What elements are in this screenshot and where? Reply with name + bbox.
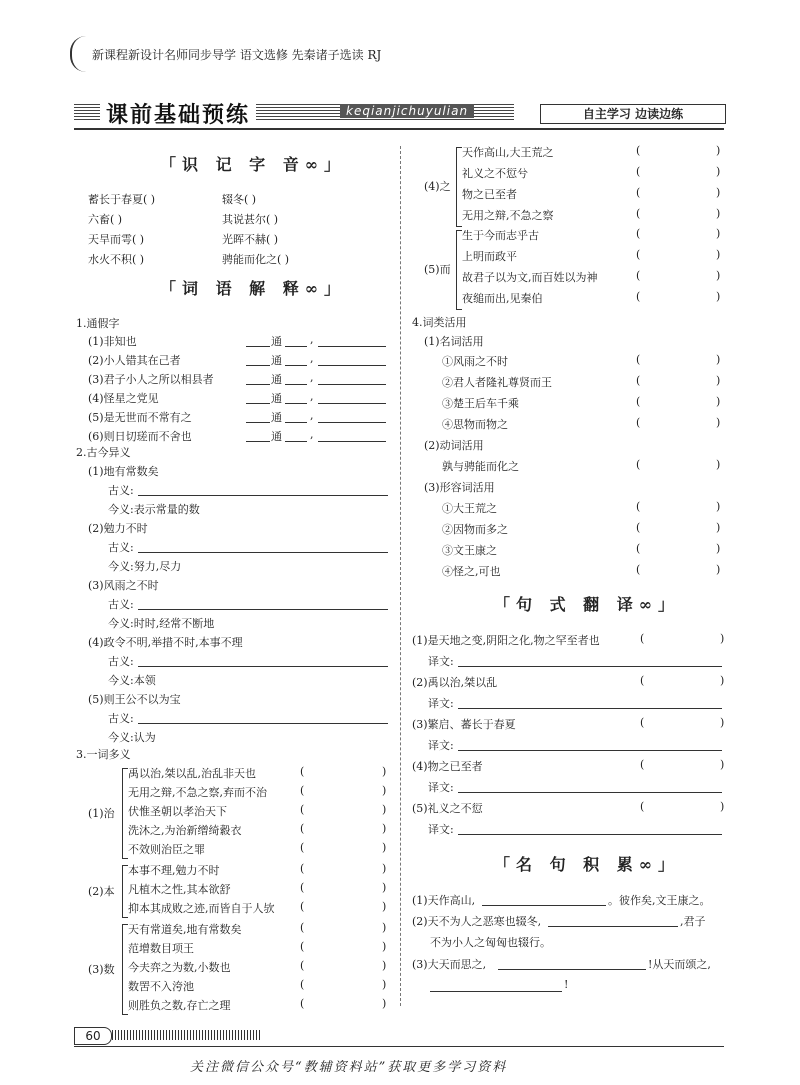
jinyi-text: 今义:认为 — [108, 731, 156, 744]
zishi-item: 其说甚尔( ) — [222, 213, 279, 226]
duoyi-item: 数罟不入洿池 — [128, 980, 194, 993]
tong-label: 通 — [271, 430, 282, 443]
answer-paren-open: ( — [640, 758, 645, 771]
duoyi-item: 夜缒而出,见秦伯 — [462, 292, 543, 305]
answer-paren-open: ( — [300, 765, 305, 778]
answer-paren-close: ) — [720, 716, 725, 729]
answer-paren-close: ) — [716, 353, 721, 366]
answer-paren-open: ( — [640, 800, 645, 813]
banner-rule — [74, 128, 724, 130]
tongjia-item: (4)怪星之党见 — [88, 392, 159, 405]
answer-paren-open: ( — [636, 207, 641, 220]
answer-paren-close: ) — [716, 144, 721, 157]
answer-line — [458, 833, 722, 835]
answer-line — [458, 791, 722, 793]
answer-line — [246, 440, 270, 442]
answer-paren-open: ( — [636, 458, 641, 471]
answer-paren-open: ( — [300, 959, 305, 972]
answer-line — [285, 421, 307, 423]
answer-paren-open: ( — [636, 186, 641, 199]
comma: , — [310, 390, 314, 403]
jinyi-text: 今义:本领 — [108, 674, 156, 687]
tongjia-item: (6)则日切瑳而不舍也 — [88, 430, 192, 443]
answer-paren-open: ( — [300, 862, 305, 875]
tong-label: 通 — [271, 354, 282, 367]
answer-line — [430, 990, 562, 992]
comma: , — [310, 428, 314, 441]
answer-line — [138, 551, 388, 553]
mingju-3a: (3)大天而思之, — [412, 958, 487, 971]
yiwen-label: 译文: — [428, 781, 454, 794]
answer-paren-open: ( — [636, 144, 641, 157]
answer-paren-close: ) — [382, 997, 387, 1010]
section-zishi-title: 「识 记 字 音∞」 — [160, 155, 347, 174]
answer-paren-close: ) — [720, 758, 725, 771]
guyi-label: 古义: — [108, 598, 134, 611]
duoyi-item: 范增数目项王 — [128, 942, 194, 955]
answer-line — [318, 421, 386, 423]
answer-paren-close: ) — [716, 207, 721, 220]
guyi-question: (4)政令不明,举措不时,本事不理 — [88, 636, 243, 649]
answer-paren-open: ( — [640, 632, 645, 645]
answer-paren-close: ) — [382, 822, 387, 835]
tong-label: 通 — [271, 411, 282, 424]
answer-paren-open: ( — [300, 940, 305, 953]
answer-paren-close: ) — [716, 248, 721, 261]
header-bracket — [70, 36, 86, 72]
duoyi-item: 上明而政平 — [462, 250, 517, 263]
answer-paren-close: ) — [716, 521, 721, 534]
guyi-question: (3)风雨之不时 — [88, 579, 159, 592]
zishi-item: 骋能而化之( ) — [222, 253, 290, 266]
translation-question: (4)物之已至者 — [412, 760, 483, 773]
answer-paren-close: ) — [716, 227, 721, 240]
duoyi-item: 礼义之不愆兮 — [462, 167, 528, 180]
answer-line — [285, 364, 307, 366]
answer-line — [246, 345, 270, 347]
huoyong-item: ④思物而物之 — [442, 418, 508, 431]
q2-heading: 2.古今异义 — [76, 446, 131, 459]
answer-paren-close: ) — [382, 841, 387, 854]
banner-pinyin: keqianjichuyulian — [340, 104, 474, 118]
zishi-item: 辍冬( ) — [222, 193, 257, 206]
q4-sub-heading: (1)名词活用 — [424, 335, 484, 348]
tongjia-item: (5)是无世而不常有之 — [88, 411, 192, 424]
answer-line — [285, 345, 307, 347]
jinyi-text: 今义:努力,尽力 — [108, 560, 182, 573]
huoyong-item: ④怪之,可也 — [442, 565, 501, 578]
answer-paren-close: ) — [720, 674, 725, 687]
page-number: 60 — [74, 1027, 112, 1045]
huoyong-item: ③楚王后车千乘 — [442, 397, 519, 410]
answer-line — [138, 608, 388, 610]
tong-label: 通 — [271, 392, 282, 405]
answer-paren-open: ( — [300, 900, 305, 913]
answer-line — [498, 968, 646, 970]
answer-paren-close: ) — [716, 542, 721, 555]
page-stripe — [112, 1030, 262, 1040]
answer-line — [246, 421, 270, 423]
section-jushi-title: 「句 式 翻 译∞」 — [494, 595, 681, 614]
answer-paren-close: ) — [716, 374, 721, 387]
answer-line — [458, 707, 722, 709]
answer-line — [246, 383, 270, 385]
group-label: (5)而 — [424, 263, 451, 276]
answer-paren-close: ) — [382, 978, 387, 991]
page-header: 新课程新设计名师同步导学 语文选修 先秦诸子选读 RJ — [92, 48, 382, 62]
answer-paren-close: ) — [720, 632, 725, 645]
tongjia-item: (1)非知也 — [88, 335, 137, 348]
mingju-2a: (2)天不为人之恶寒也辍冬, — [412, 915, 542, 928]
huoyong-item: ①大王荒之 — [442, 502, 497, 515]
answer-paren-open: ( — [300, 921, 305, 934]
answer-paren-open: ( — [636, 290, 641, 303]
answer-paren-open: ( — [636, 353, 641, 366]
answer-line — [246, 364, 270, 366]
answer-paren-open: ( — [640, 716, 645, 729]
translation-question: (3)繁启、蕃长于春夏 — [412, 718, 516, 731]
answer-paren-close: ) — [382, 881, 387, 894]
group-label: (2)本 — [88, 884, 115, 898]
answer-paren-close: ) — [716, 416, 721, 429]
mingju-2b: ,君子 — [680, 915, 706, 928]
comma: , — [310, 333, 314, 346]
mingju-1b: 。彼作矣,文王康之。 — [608, 894, 711, 907]
answer-paren-open: ( — [300, 784, 305, 797]
answer-paren-open: ( — [636, 395, 641, 408]
duoyi-item: 天有常道矣,地有常数矣 — [128, 923, 242, 936]
answer-paren-close: ) — [382, 784, 387, 797]
section-mingju-title: 「名 句 积 累∞」 — [494, 855, 681, 874]
answer-paren-close: ) — [716, 458, 721, 471]
group-label: (1)治 — [88, 806, 115, 820]
duoyi-item: 抑本其成败之迹,而皆自于人欤 — [128, 902, 275, 915]
answer-paren-close: ) — [720, 800, 725, 813]
answer-paren-open: ( — [300, 997, 305, 1010]
guyi-question: (5)则王公不以为宝 — [88, 693, 181, 706]
answer-line — [458, 749, 722, 751]
answer-paren-open: ( — [300, 978, 305, 991]
answer-paren-close: ) — [716, 290, 721, 303]
section-ciyu-title: 「词 语 解 释∞」 — [160, 279, 347, 298]
comma: , — [310, 371, 314, 384]
guyi-question: (2)勉力不时 — [88, 522, 148, 535]
answer-paren-open: ( — [636, 500, 641, 513]
zishi-item: 天旱而雩( ) — [88, 233, 145, 246]
answer-paren-open: ( — [640, 674, 645, 687]
translation-question: (1)是天地之变,阴阳之化,物之罕至者也 — [412, 634, 600, 647]
answer-paren-open: ( — [300, 841, 305, 854]
translation-question: (2)禹以治,桀以乱 — [412, 676, 498, 689]
banner-right-label: 自主学习 边读边练 — [540, 104, 726, 124]
huoyong-item: ③文王康之 — [442, 544, 497, 557]
comma: , — [310, 409, 314, 422]
answer-paren-open: ( — [300, 803, 305, 816]
mingju-2c: 不为小人之匈匈也辍行。 — [430, 936, 551, 949]
duoyi-item: 禹以治,桀以乱,治乱非天也 — [128, 767, 256, 780]
answer-line — [138, 494, 388, 496]
answer-paren-open: ( — [300, 822, 305, 835]
answer-paren-close: ) — [382, 959, 387, 972]
answer-paren-close: ) — [382, 900, 387, 913]
yiwen-label: 译文: — [428, 823, 454, 836]
huoyong-item: ②因物而多之 — [442, 523, 508, 536]
huoyong-item: ①风雨之不时 — [442, 355, 508, 368]
duoyi-item: 伏惟圣朝以孝治天下 — [128, 805, 227, 818]
jinyi-text: 今义:表示常量的数 — [108, 503, 200, 516]
tongjia-item: (3)君子小人之所以相县者 — [88, 373, 214, 386]
answer-line — [318, 345, 386, 347]
answer-paren-close: ) — [716, 186, 721, 199]
answer-paren-close: ) — [382, 862, 387, 875]
duoyi-item: 则胜负之数,存亡之理 — [128, 999, 231, 1012]
yiwen-label: 译文: — [428, 739, 454, 752]
answer-paren-close: ) — [716, 500, 721, 513]
huoyong-item: 孰与骋能而化之 — [442, 460, 519, 473]
answer-paren-close: ) — [716, 563, 721, 576]
yiwen-label: 译文: — [428, 697, 454, 710]
answer-paren-close: ) — [382, 940, 387, 953]
q4-sub-heading: (3)形容词活用 — [424, 481, 495, 494]
answer-paren-close: ) — [716, 165, 721, 178]
duoyi-item: 生于今而志乎古 — [462, 229, 539, 242]
duoyi-item: 无用之辩,不急之察 — [462, 209, 554, 222]
answer-line — [285, 383, 307, 385]
answer-line — [318, 364, 386, 366]
guyi-question: (1)地有常数矣 — [88, 465, 159, 478]
answer-paren-close: ) — [716, 395, 721, 408]
answer-paren-close: ) — [716, 269, 721, 282]
guyi-label: 古义: — [108, 484, 134, 497]
yiwen-label: 译文: — [428, 655, 454, 668]
guyi-label: 古义: — [108, 712, 134, 725]
duoyi-item: 本事不理,勉力不时 — [128, 864, 220, 877]
group-label: (4)之 — [424, 180, 451, 193]
answer-line — [318, 402, 386, 404]
tongjia-item: (2)小人错其在己者 — [88, 354, 181, 367]
column-divider — [400, 146, 401, 1006]
mingju-3c: ! — [564, 978, 569, 991]
guyi-label: 古义: — [108, 541, 134, 554]
duoyi-item: 不效则治臣之罪 — [128, 843, 205, 856]
tong-label: 通 — [271, 335, 282, 348]
answer-line — [318, 440, 386, 442]
mingju-3b: !从天而颂之, — [648, 958, 711, 971]
answer-line — [458, 665, 722, 667]
answer-paren-open: ( — [636, 542, 641, 555]
answer-line — [482, 904, 606, 906]
duoyi-item: 物之已至者 — [462, 188, 517, 201]
answer-paren-open: ( — [636, 416, 641, 429]
group-label: (3)数 — [88, 962, 115, 976]
huoyong-item: ②君人者隆礼尊贤而王 — [442, 376, 552, 389]
q4-heading: 4.词类活用 — [412, 316, 467, 329]
zishi-item: 水火不积( ) — [88, 253, 145, 266]
answer-paren-close: ) — [382, 921, 387, 934]
guyi-label: 古义: — [108, 655, 134, 668]
answer-line — [285, 440, 307, 442]
mingju-1a: (1)天作高山, — [412, 894, 476, 907]
answer-paren-open: ( — [636, 374, 641, 387]
answer-paren-open: ( — [636, 248, 641, 261]
answer-paren-open: ( — [636, 269, 641, 282]
zishi-item: 六畜( ) — [88, 213, 123, 226]
footer-rule — [74, 1046, 724, 1047]
answer-line — [138, 665, 388, 667]
answer-line — [285, 402, 307, 404]
answer-paren-open: ( — [636, 227, 641, 240]
answer-paren-close: ) — [382, 803, 387, 816]
answer-paren-open: ( — [636, 521, 641, 534]
answer-line — [548, 925, 678, 927]
footer-note: 关注微信公众号“教辅资料站”获取更多学习资料 — [190, 1060, 508, 1075]
q3-heading: 3.一词多义 — [76, 748, 131, 761]
q1-heading: 1.通假字 — [76, 317, 120, 330]
answer-paren-close: ) — [382, 765, 387, 778]
comma: , — [310, 352, 314, 365]
zishi-item: 光晖不赫( ) — [222, 233, 279, 246]
tong-label: 通 — [271, 373, 282, 386]
duoyi-item: 凡植木之性,其本欲舒 — [128, 883, 231, 896]
answer-paren-open: ( — [300, 881, 305, 894]
duoyi-item: 今夫弈之为数,小数也 — [128, 961, 231, 974]
jinyi-text: 今义:时时,经常不断地 — [108, 617, 215, 630]
q4-sub-heading: (2)动词活用 — [424, 439, 484, 452]
answer-paren-open: ( — [636, 563, 641, 576]
answer-paren-open: ( — [636, 165, 641, 178]
answer-line — [318, 383, 386, 385]
translation-question: (5)礼义之不愆 — [412, 802, 483, 815]
duoyi-item: 天作高山,大王荒之 — [462, 146, 554, 159]
answer-line — [138, 722, 388, 724]
zishi-item: 蓄长于春夏( ) — [88, 193, 156, 206]
duoyi-item: 洗沐之,为治新缯绮縠衣 — [128, 824, 242, 837]
duoyi-item: 故君子以为文,而百姓以为神 — [462, 271, 598, 284]
banner-title: 课前基础预练 — [100, 98, 256, 129]
duoyi-item: 无用之辩,不急之察,弃而不治 — [128, 786, 267, 799]
answer-line — [246, 402, 270, 404]
